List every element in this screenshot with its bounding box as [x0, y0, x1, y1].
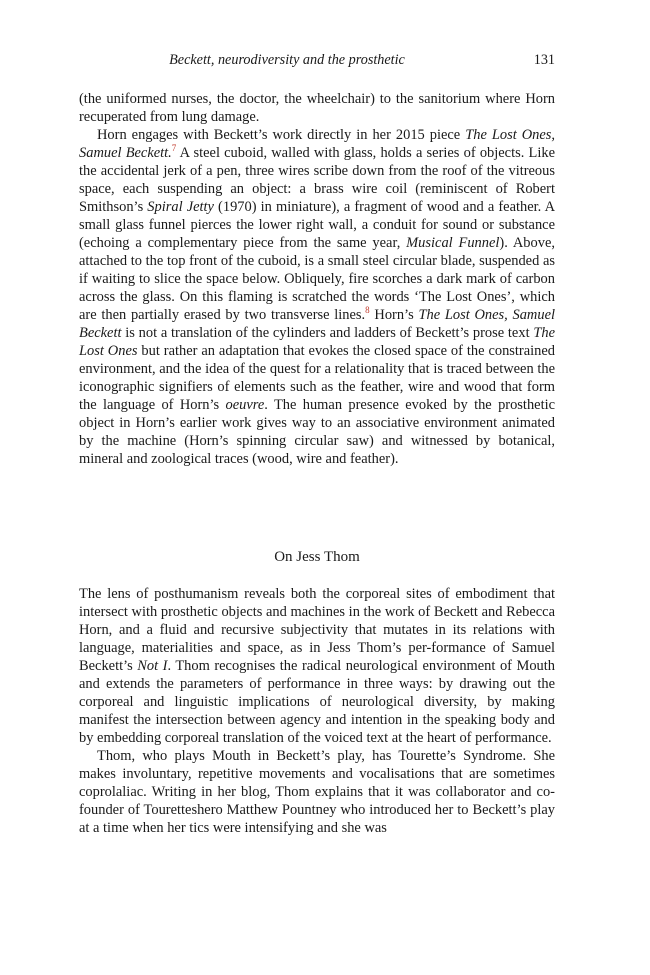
running-head-title: Beckett, neurodiversity and the prosthetic — [169, 52, 405, 68]
work-title: Musical Funnel — [406, 235, 500, 251]
work-title: Not I — [137, 658, 168, 674]
paragraph-continuation: (the uniformed nurses, the doctor, the wheelchair) to the sanitorium where Horn recuperated from lung damage. — [79, 91, 555, 125]
running-head — [79, 50, 555, 70]
work-title: The Lost Ones — [79, 325, 555, 359]
paragraph-horn-lost-ones: Horn engages with Beckett’s work directly in her 2015 piece The Lost Ones, Samuel Beckett.$^7$ A steel cuboid, walled with glass, holds a series of objects. Like the accidental jerk of a pen, three wires scribe down from the roof of the vitreous space, each suspending an object: a brass wire coil (reminiscent of Robert Smithson’s Spiral Jetty (1970) in miniature), a fragment of wood and a feather. A small glass funnel pierces the lower right wall, a conduit for sound or substance (echoing a complementary piece from the same year, Musical Funnel). Above, attached to the top front of the cuboid, is a small steel circular blade, suspended as if waiting to slice the space below. Obliquely, fire scorches a dark mark of carbon across the glass. On this flaming is scratched the words ‘The Lost Ones’, which are then partially erased by two transverse lines.$^8$ Horn’s The Lost Ones, Samuel Beckett is not a translation of the cylinders and ladders of Beckett’s prose text The Lost Ones but rather an adaptation that evokes the closed space of the constrained environment, and the idea of the quest for a relationality that is traced between the iconographic signifiers of elements such as the feather, wire and wood that form the language of Horn’s oeuvre. The human presence evoked by the prosthetic object in Horn’s earlier work gives way to an associative environment animated by the machine (Horn’s spinning circular saw) and witnessed by botanical, mineral and zoological traces (wood, wire and feather). — [79, 127, 555, 467]
page-number: 131 — [533, 52, 555, 68]
body-text-lower — [79, 585, 555, 837]
work-title: The Lost Ones, Samuel Beckett — [79, 307, 555, 341]
work-title: The Lost Ones, Samuel Beckett. — [79, 127, 555, 161]
body-text-upper — [79, 90, 555, 468]
paragraph-posthumanism: The lens of posthumanism reveals both the corporeal sites of embodiment that intersect with prosthetic objects and machines in the work of Beckett and Rebecca Horn, and a fluid and recursive subjectivity that mutates in its relations with language, materialities and space, as in Jess Thom’s per-formance of Samuel Beckett’s Not I. Thom recognises the radical neurological environment of Mouth and extends the parameters of performance in three ways: by drawing out the corporeal and linguistic implications of neurological diversity, by making manifest the intersection between agency and intention in the speaking body and by embedding corporeal translation of the voiced text at the heart of performance. — [79, 586, 555, 746]
section-heading: On Jess Thom — [274, 549, 360, 565]
footnote-marker-8[interactable]: 8 — [365, 305, 370, 315]
footnote-marker-7[interactable]: 7 — [171, 143, 177, 153]
work-title: Spiral Jetty — [147, 199, 214, 215]
paragraph-thom-tourettes: Thom, who plays Mouth in Beckett’s play, has Tourette’s Syndrome. She makes involuntary, repetitive movements and vocalisations that are sometimes coprolaliac. Writing in her blog, Thom explains that it was collaborator and co-founder of Touretteshero Matthew Pountney who introduced her to Beckett’s play at a time when her tics were intensifying and she was — [79, 748, 555, 836]
foreign-term: oeuvre — [225, 397, 265, 413]
